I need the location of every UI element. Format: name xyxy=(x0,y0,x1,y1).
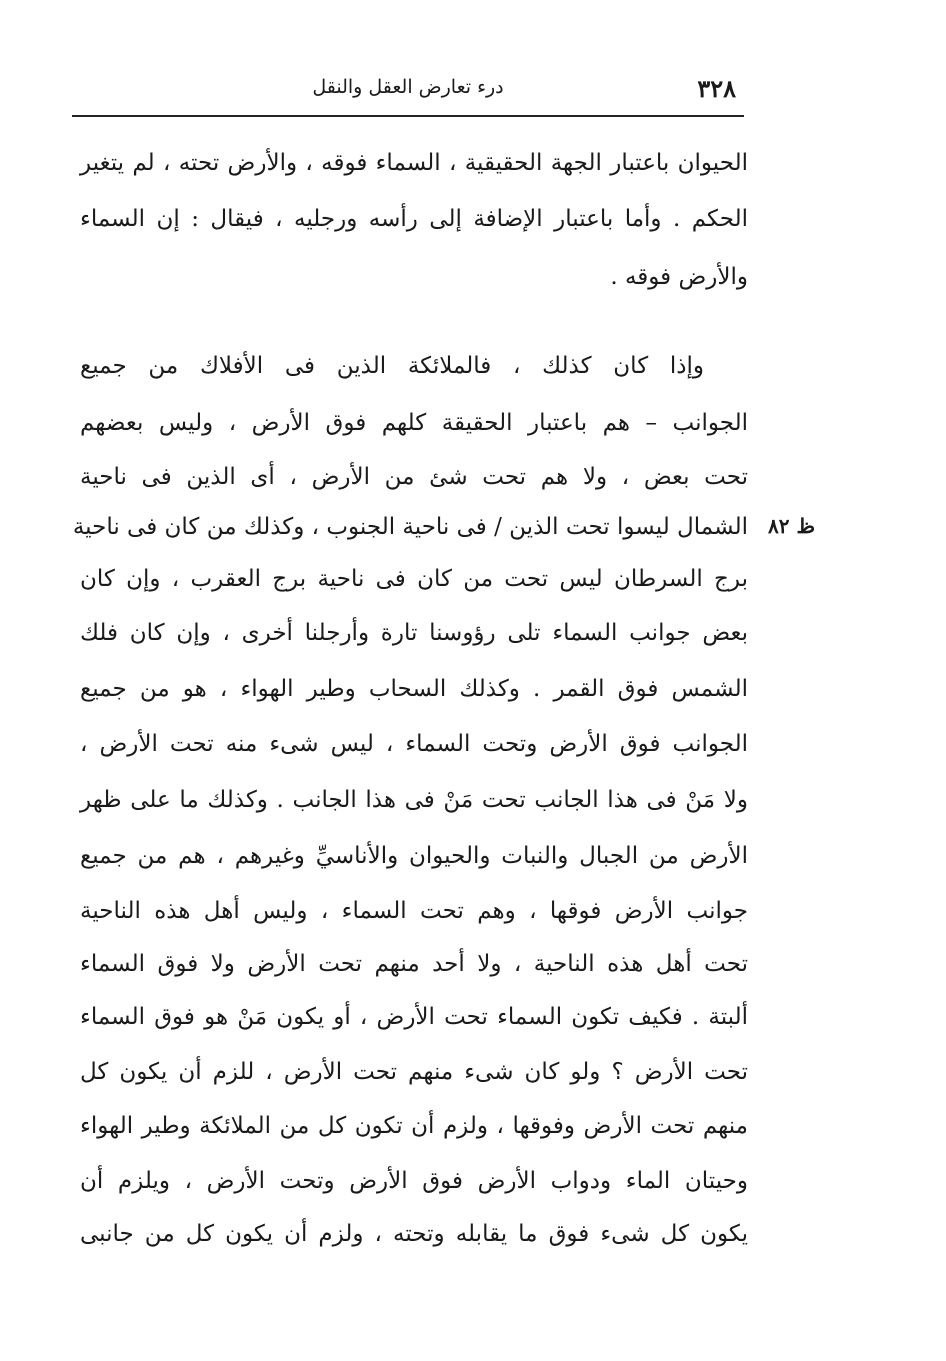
text-line: الحيوان باعتبار الجهة الحقيقية ، السماء فوقه ، والأرض تحته ، لم يتغير xyxy=(80,150,748,176)
text-line: ولا مَنْ فى هذا الجانب تحت مَنْ فى هذا الجانب . وكذلك ما على ظهر xyxy=(80,787,748,813)
text-line: والأرض فوقه . xyxy=(610,264,748,290)
margin-folio-note: ظ ٨٢ xyxy=(768,514,815,538)
text-line: وإذا كان كذلك ، فالملائكة الذين فى الأفلاك من جميع xyxy=(80,353,704,379)
text-line: الجوانب فوق الأرض وتحت السماء ، ليس شىء منه تحت الأرض ، xyxy=(80,731,748,757)
text-line: الشمال ليسوا تحت الذين / فى ناحية الجنوب ، وكذلك من كان فى ناحية xyxy=(72,514,748,540)
text-line: منهم تحت الأرض وفوقها ، ولزم أن تكون كل من الملائكة وطير الهواء xyxy=(80,1113,748,1139)
text-line: الأرض من الجبال والنبات والحيوان والأناسيِّ وغيرهم ، هم من جميع xyxy=(80,843,748,869)
text-line: يكون كل شىء فوق ما يقابله وتحته ، ولزم أن يكون كل من جانبى xyxy=(80,1221,748,1247)
text-line: بعض جوانب السماء تلى رؤوسنا تارة وأرجلنا أخرى ، وإن كان فلك xyxy=(80,620,748,646)
text-line: الحكم . وأما باعتبار الإضافة إلى رأسه ورجليه ، فيقال : إن السماء xyxy=(80,206,748,232)
page-number: ٣٢٨ xyxy=(697,74,736,103)
text-line: الشمس فوق القمر . وكذلك السحاب وطير الهواء ، هو من جميع xyxy=(80,676,748,702)
text-line: برج السرطان ليس تحت من كان فى ناحية برج العقرب ، وإن كان xyxy=(80,566,748,592)
page-header xyxy=(72,72,744,108)
text-line: جوانب الأرض فوقها ، وهم تحت السماء ، وليس أهل هذه الناحية xyxy=(80,898,748,924)
text-line: الجوانب – هم باعتبار الحقيقة كلهم فوق الأرض ، وليس بعضهم xyxy=(80,410,748,436)
text-line: ألبتة . فكيف تكون السماء تحت الأرض ، أو يكون مَنْ هو فوق السماء xyxy=(80,1004,748,1030)
running-title: درء تعارض العقل والنقل xyxy=(312,76,504,98)
header-rule xyxy=(72,115,744,117)
text-line: تحت الأرض ؟ ولو كان شىء منهم تحت الأرض ، للزم أن يكون كل xyxy=(80,1059,748,1085)
text-line: تحت بعض ، ولا هم تحت شئ من الأرض ، أى الذين فى ناحية xyxy=(80,464,748,490)
text-line: تحت أهل هذه الناحية ، ولا أحد منهم تحت الأرض ولا فوق السماء xyxy=(80,951,748,977)
text-line: وحيتان الماء ودواب الأرض فوق الأرض وتحت الأرض ، ويلزم أن xyxy=(80,1168,748,1194)
